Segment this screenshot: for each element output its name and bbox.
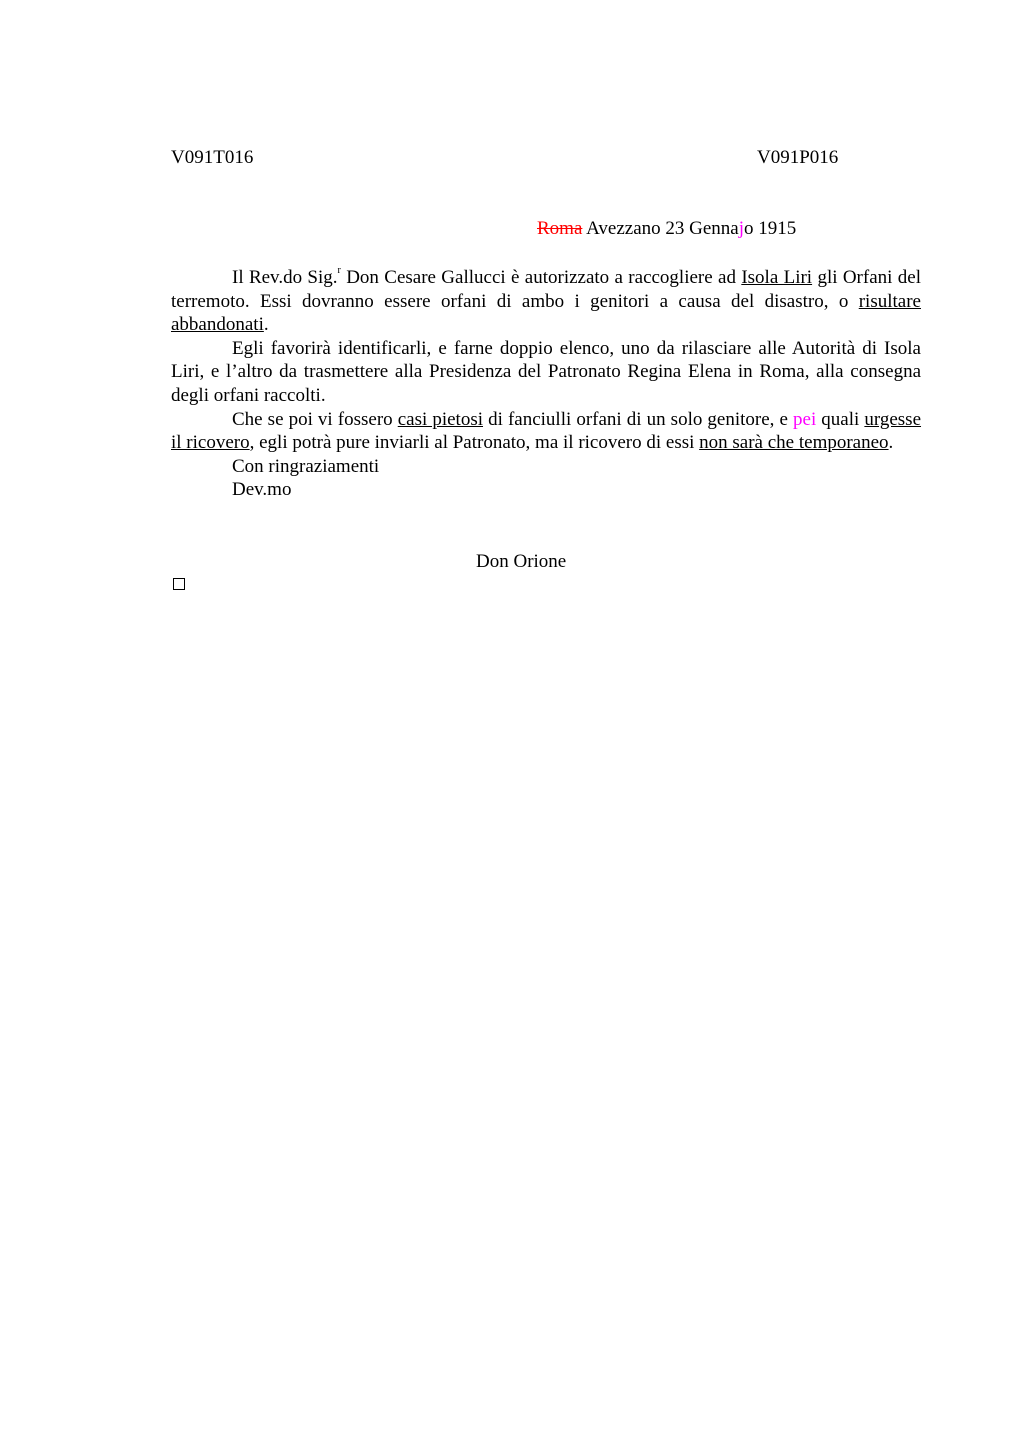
- document-code-right: V091P016: [757, 147, 839, 168]
- valediction: Dev.mo: [232, 479, 292, 501]
- p3-underlined-1: casi pietosi: [397, 408, 484, 430]
- paragraph-1: [171, 266, 921, 337]
- p1-text-1: Il Rev.do Sig.: [232, 267, 338, 288]
- p3-text-1: Che se poi vi fossero: [232, 408, 398, 430]
- signature: Don Orione: [476, 551, 567, 572]
- p3-underlined-2: urgesse il ricovero: [171, 408, 922, 454]
- struck-place: Roma: [537, 218, 583, 239]
- dateline-date-insert: j: [738, 218, 745, 239]
- dateline-date-pre: 23 Genna: [665, 218, 739, 239]
- p3-text-2: di fanciulli orfani di un solo genitore, e: [483, 408, 794, 430]
- square-marker-icon: [173, 578, 185, 590]
- letter-body: [171, 266, 921, 502]
- p1-underlined-1: Isola Liri: [741, 267, 813, 288]
- dateline: [537, 218, 796, 240]
- dateline-date-post: o 1915: [744, 218, 797, 239]
- p3-insertion: pei: [793, 408, 817, 430]
- p1-text-3: gli Orfani del terremoto. Essi dovranno essere orfani di ambo i genitori a causa del disastro, o: [171, 267, 921, 312]
- p3-text-3: quali: [816, 408, 865, 430]
- p1-underlined-2: risultare abbandonati: [171, 290, 921, 336]
- p3-text-4: , egli potrà pure inviarli al Patronato, ma il ricovero di essi: [249, 432, 700, 454]
- p3-underlined-3: non sarà che temporaneo: [699, 432, 889, 454]
- paragraph-3: [171, 408, 921, 455]
- p1-text-4: .: [263, 314, 269, 336]
- document-code-left: V091T016: [171, 147, 254, 168]
- p1-superscript: r: [337, 265, 341, 276]
- closing-line: Con ringraziamenti: [232, 455, 380, 477]
- p3-text-5: .: [888, 432, 894, 454]
- p1-text-2: Don Cesare Gallucci è autorizzato a raccogliere ad: [340, 267, 742, 288]
- paragraph-2: Egli favorirà identificarli, e farne doppio elenco, uno da rilasciare alle Autorità di Isola Liri, e l’altro da trasmettere alla Presidenza del Patronato Regina Elena in Roma, alla consegna degli orfani raccolti.: [171, 337, 921, 406]
- dateline-place: Avezzano: [586, 218, 661, 239]
